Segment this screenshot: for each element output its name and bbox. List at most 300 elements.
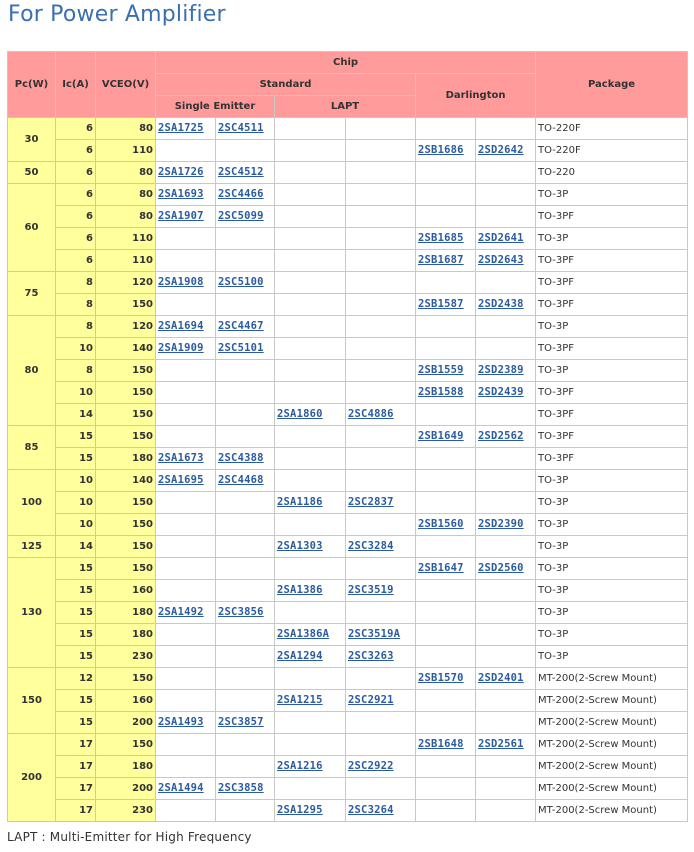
darlington-pnp-link[interactable]: 2SB1647 bbox=[418, 562, 464, 574]
darlington-npn-cell bbox=[476, 426, 536, 448]
lapt-pnp-link[interactable]: 2SA1295 bbox=[277, 804, 323, 816]
darlington-pnp-cell bbox=[416, 272, 476, 294]
package-cell: TO-3P bbox=[536, 316, 688, 338]
darlington-npn-cell bbox=[476, 690, 536, 712]
ic-cell: 14 bbox=[56, 536, 96, 558]
single-emitter-npn-link[interactable]: 2SC4468 bbox=[218, 474, 264, 486]
header-pc: Pc(W) bbox=[8, 52, 56, 118]
darlington-npn-link[interactable]: 2SD2560 bbox=[478, 562, 524, 574]
package-cell: TO-3P bbox=[536, 228, 688, 250]
ic-cell: 15 bbox=[56, 602, 96, 624]
lapt-pnp-cell bbox=[275, 426, 346, 448]
darlington-pnp-cell bbox=[416, 470, 476, 492]
header-lapt: LAPT bbox=[275, 96, 416, 118]
table-row bbox=[8, 580, 688, 602]
package-cell: TO-3P bbox=[536, 558, 688, 580]
lapt-npn-link[interactable]: 2SC3519A bbox=[348, 628, 401, 640]
lapt-npn-cell bbox=[346, 514, 416, 536]
single-emitter-pnp-link[interactable]: 2SA1695 bbox=[158, 474, 204, 486]
single-emitter-pnp-link[interactable]: 2SA1726 bbox=[158, 166, 204, 178]
lapt-npn-cell bbox=[346, 756, 416, 778]
single-emitter-pnp-cell bbox=[156, 360, 216, 382]
single-emitter-pnp-link[interactable]: 2SA1494 bbox=[158, 782, 204, 794]
single-emitter-pnp-cell bbox=[156, 580, 216, 602]
darlington-pnp-cell bbox=[416, 404, 476, 426]
package-cell: TO-220F bbox=[536, 140, 688, 162]
darlington-npn-cell bbox=[476, 558, 536, 580]
single-emitter-npn-link[interactable]: 2SC3856 bbox=[218, 606, 264, 618]
darlington-npn-link[interactable]: 2SD2561 bbox=[478, 738, 524, 750]
lapt-pnp-cell bbox=[275, 514, 346, 536]
single-emitter-npn-cell bbox=[216, 734, 275, 756]
vceo-cell: 140 bbox=[96, 338, 156, 360]
single-emitter-pnp-link[interactable]: 2SA1908 bbox=[158, 276, 204, 288]
lapt-npn-link[interactable]: 2SC3264 bbox=[348, 804, 394, 816]
darlington-npn-link[interactable]: 2SD2643 bbox=[478, 254, 524, 266]
single-emitter-pnp-link[interactable]: 2SA1673 bbox=[158, 452, 204, 464]
table-row bbox=[8, 514, 688, 536]
single-emitter-npn-cell bbox=[216, 382, 275, 404]
ic-cell: 15 bbox=[56, 646, 96, 668]
lapt-pnp-cell bbox=[275, 162, 346, 184]
lapt-pnp-cell bbox=[275, 228, 346, 250]
single-emitter-pnp-link[interactable]: 2SA1907 bbox=[158, 210, 204, 222]
lapt-npn-cell bbox=[346, 624, 416, 646]
darlington-npn-link[interactable]: 2SD2641 bbox=[478, 232, 524, 244]
darlington-pnp-link[interactable]: 2SB1687 bbox=[418, 254, 464, 266]
ic-cell: 17 bbox=[56, 756, 96, 778]
header-darlington: Darlington bbox=[416, 74, 536, 118]
lapt-npn-cell bbox=[346, 558, 416, 580]
pc-cell: 60 bbox=[8, 184, 56, 272]
header-vceo: VCEO(V) bbox=[96, 52, 156, 118]
vceo-cell: 160 bbox=[96, 580, 156, 602]
single-emitter-npn-link[interactable]: 2SC4467 bbox=[218, 320, 264, 332]
darlington-pnp-link[interactable]: 2SB1648 bbox=[418, 738, 464, 750]
package-cell: TO-3P bbox=[536, 492, 688, 514]
single-emitter-pnp-cell bbox=[156, 602, 216, 624]
lapt-npn-link[interactable]: 2SC2921 bbox=[348, 694, 394, 706]
darlington-npn-link[interactable]: 2SD2401 bbox=[478, 672, 524, 684]
lapt-pnp-cell bbox=[275, 184, 346, 206]
single-emitter-npn-link[interactable]: 2SC3858 bbox=[218, 782, 264, 794]
lapt-pnp-cell bbox=[275, 602, 346, 624]
lapt-npn-cell bbox=[346, 184, 416, 206]
vceo-cell: 120 bbox=[96, 272, 156, 294]
darlington-npn-cell bbox=[476, 734, 536, 756]
lapt-pnp-cell bbox=[275, 470, 346, 492]
darlington-pnp-cell bbox=[416, 580, 476, 602]
lapt-npn-cell bbox=[346, 118, 416, 140]
darlington-pnp-cell bbox=[416, 162, 476, 184]
lapt-pnp-cell bbox=[275, 272, 346, 294]
lapt-pnp-cell bbox=[275, 756, 346, 778]
darlington-pnp-cell bbox=[416, 294, 476, 316]
table-row bbox=[8, 470, 688, 492]
single-emitter-pnp-cell bbox=[156, 514, 216, 536]
ic-cell: 8 bbox=[56, 272, 96, 294]
vceo-cell: 150 bbox=[96, 558, 156, 580]
vceo-cell: 80 bbox=[96, 184, 156, 206]
table-row bbox=[8, 690, 688, 712]
table-row bbox=[8, 756, 688, 778]
darlington-npn-cell bbox=[476, 536, 536, 558]
single-emitter-npn-cell bbox=[216, 316, 275, 338]
lapt-pnp-cell bbox=[275, 360, 346, 382]
ic-cell: 6 bbox=[56, 250, 96, 272]
footnote: LAPT : Multi-Emitter for High Frequency bbox=[7, 830, 252, 844]
ic-cell: 15 bbox=[56, 690, 96, 712]
package-cell: MT-200(2-Screw Mount) bbox=[536, 712, 688, 734]
single-emitter-pnp-link[interactable]: 2SA1493 bbox=[158, 716, 204, 728]
ic-cell: 6 bbox=[56, 228, 96, 250]
single-emitter-npn-cell bbox=[216, 294, 275, 316]
vceo-cell: 150 bbox=[96, 382, 156, 404]
pc-cell: 100 bbox=[8, 470, 56, 536]
single-emitter-npn-link[interactable]: 2SC4388 bbox=[218, 452, 264, 464]
lapt-npn-cell bbox=[346, 272, 416, 294]
package-cell: MT-200(2-Screw Mount) bbox=[536, 668, 688, 690]
lapt-npn-cell bbox=[346, 140, 416, 162]
darlington-pnp-link[interactable]: 2SB1649 bbox=[418, 430, 464, 442]
lapt-npn-cell bbox=[346, 338, 416, 360]
darlington-pnp-cell bbox=[416, 756, 476, 778]
ic-cell: 8 bbox=[56, 316, 96, 338]
darlington-npn-link[interactable]: 2SD2390 bbox=[478, 518, 524, 530]
darlington-npn-cell bbox=[476, 514, 536, 536]
lapt-pnp-link[interactable]: 2SA1386 bbox=[277, 584, 323, 596]
darlington-pnp-link[interactable]: 2SB1685 bbox=[418, 232, 464, 244]
package-cell: TO-3PF bbox=[536, 250, 688, 272]
table-row bbox=[8, 800, 688, 822]
single-emitter-pnp-cell bbox=[156, 338, 216, 360]
table-row bbox=[8, 206, 688, 228]
single-emitter-npn-link[interactable]: 2SC3857 bbox=[218, 716, 264, 728]
lapt-npn-cell bbox=[346, 382, 416, 404]
lapt-npn-link[interactable]: 2SC2837 bbox=[348, 496, 394, 508]
ic-cell: 15 bbox=[56, 712, 96, 734]
single-emitter-npn-cell bbox=[216, 624, 275, 646]
package-cell: TO-3PF bbox=[536, 382, 688, 404]
single-emitter-npn-cell bbox=[216, 580, 275, 602]
darlington-npn-link[interactable]: 2SD2439 bbox=[478, 386, 524, 398]
lapt-npn-cell bbox=[346, 492, 416, 514]
darlington-npn-cell bbox=[476, 602, 536, 624]
lapt-pnp-link[interactable]: 2SA1186 bbox=[277, 496, 323, 508]
package-cell: MT-200(2-Screw Mount) bbox=[536, 778, 688, 800]
darlington-npn-cell bbox=[476, 404, 536, 426]
vceo-cell: 120 bbox=[96, 316, 156, 338]
darlington-npn-cell bbox=[476, 316, 536, 338]
darlington-npn-cell bbox=[476, 272, 536, 294]
package-cell: TO-3P bbox=[536, 536, 688, 558]
single-emitter-npn-cell bbox=[216, 140, 275, 162]
single-emitter-pnp-cell bbox=[156, 646, 216, 668]
lapt-pnp-cell bbox=[275, 734, 346, 756]
lapt-npn-cell bbox=[346, 778, 416, 800]
table-row bbox=[8, 360, 688, 382]
darlington-pnp-cell bbox=[416, 646, 476, 668]
table-row bbox=[8, 382, 688, 404]
single-emitter-pnp-cell bbox=[156, 184, 216, 206]
lapt-pnp-cell bbox=[275, 580, 346, 602]
lapt-pnp-cell bbox=[275, 712, 346, 734]
single-emitter-npn-cell bbox=[216, 206, 275, 228]
lapt-npn-cell bbox=[346, 646, 416, 668]
vceo-cell: 150 bbox=[96, 360, 156, 382]
darlington-npn-cell bbox=[476, 646, 536, 668]
vceo-cell: 230 bbox=[96, 800, 156, 822]
darlington-npn-cell bbox=[476, 250, 536, 272]
darlington-npn-cell bbox=[476, 800, 536, 822]
vceo-cell: 150 bbox=[96, 404, 156, 426]
darlington-pnp-cell bbox=[416, 140, 476, 162]
lapt-npn-cell bbox=[346, 536, 416, 558]
ic-cell: 15 bbox=[56, 426, 96, 448]
single-emitter-pnp-link[interactable]: 2SA1694 bbox=[158, 320, 204, 332]
single-emitter-pnp-cell bbox=[156, 404, 216, 426]
package-cell: TO-3PF bbox=[536, 404, 688, 426]
single-emitter-npn-cell bbox=[216, 668, 275, 690]
single-emitter-pnp-link[interactable]: 2SA1693 bbox=[158, 188, 204, 200]
single-emitter-npn-cell bbox=[216, 272, 275, 294]
darlington-pnp-cell bbox=[416, 690, 476, 712]
lapt-npn-cell bbox=[346, 206, 416, 228]
lapt-pnp-cell bbox=[275, 140, 346, 162]
single-emitter-pnp-cell bbox=[156, 118, 216, 140]
darlington-npn-cell bbox=[476, 360, 536, 382]
lapt-npn-cell bbox=[346, 668, 416, 690]
package-cell: TO-220F bbox=[536, 118, 688, 140]
lapt-npn-cell bbox=[346, 294, 416, 316]
darlington-pnp-cell bbox=[416, 118, 476, 140]
darlington-pnp-link[interactable]: 2SB1588 bbox=[418, 386, 464, 398]
table-row bbox=[8, 426, 688, 448]
lapt-pnp-cell bbox=[275, 800, 346, 822]
single-emitter-pnp-link[interactable]: 2SA1725 bbox=[158, 122, 204, 134]
pc-cell: 150 bbox=[8, 668, 56, 734]
power-amplifier-table bbox=[7, 51, 688, 822]
lapt-pnp-cell bbox=[275, 338, 346, 360]
package-cell: MT-200(2-Screw Mount) bbox=[536, 690, 688, 712]
lapt-pnp-link[interactable]: 2SA1294 bbox=[277, 650, 323, 662]
darlington-pnp-cell bbox=[416, 536, 476, 558]
single-emitter-npn-cell bbox=[216, 690, 275, 712]
vceo-cell: 80 bbox=[96, 162, 156, 184]
single-emitter-npn-link[interactable]: 2SC4466 bbox=[218, 188, 264, 200]
darlington-pnp-link[interactable]: 2SB1560 bbox=[418, 518, 464, 530]
darlington-npn-link[interactable]: 2SD2642 bbox=[478, 144, 524, 156]
single-emitter-npn-cell bbox=[216, 602, 275, 624]
lapt-npn-link[interactable]: 2SC3263 bbox=[348, 650, 394, 662]
package-cell: MT-200(2-Screw Mount) bbox=[536, 734, 688, 756]
vceo-cell: 180 bbox=[96, 448, 156, 470]
lapt-npn-cell bbox=[346, 734, 416, 756]
single-emitter-npn-cell bbox=[216, 514, 275, 536]
table-body bbox=[8, 118, 688, 822]
single-emitter-pnp-cell bbox=[156, 492, 216, 514]
package-cell: TO-3PF bbox=[536, 272, 688, 294]
lapt-pnp-link[interactable]: 2SA1303 bbox=[277, 540, 323, 552]
darlington-pnp-link[interactable]: 2SB1559 bbox=[418, 364, 464, 376]
single-emitter-pnp-cell bbox=[156, 426, 216, 448]
pc-cell: 30 bbox=[8, 118, 56, 162]
single-emitter-npn-cell bbox=[216, 492, 275, 514]
darlington-npn-cell bbox=[476, 382, 536, 404]
lapt-pnp-cell bbox=[275, 250, 346, 272]
vceo-cell: 230 bbox=[96, 646, 156, 668]
table-row bbox=[8, 272, 688, 294]
single-emitter-npn-cell bbox=[216, 470, 275, 492]
vceo-cell: 150 bbox=[96, 492, 156, 514]
table-row bbox=[8, 228, 688, 250]
darlington-npn-cell bbox=[476, 756, 536, 778]
single-emitter-pnp-cell bbox=[156, 778, 216, 800]
single-emitter-npn-cell bbox=[216, 404, 275, 426]
table-row bbox=[8, 778, 688, 800]
ic-cell: 17 bbox=[56, 734, 96, 756]
ic-cell: 17 bbox=[56, 778, 96, 800]
single-emitter-pnp-cell bbox=[156, 250, 216, 272]
lapt-npn-cell bbox=[346, 404, 416, 426]
darlington-pnp-link[interactable]: 2SB1686 bbox=[418, 144, 464, 156]
lapt-npn-link[interactable]: 2SC4886 bbox=[348, 408, 394, 420]
lapt-pnp-cell bbox=[275, 316, 346, 338]
vceo-cell: 180 bbox=[96, 602, 156, 624]
package-cell: MT-200(2-Screw Mount) bbox=[536, 756, 688, 778]
lapt-npn-cell bbox=[346, 712, 416, 734]
ic-cell: 12 bbox=[56, 668, 96, 690]
lapt-npn-cell bbox=[346, 470, 416, 492]
single-emitter-pnp-cell bbox=[156, 140, 216, 162]
darlington-npn-link[interactable]: 2SD2562 bbox=[478, 430, 524, 442]
vceo-cell: 80 bbox=[96, 118, 156, 140]
darlington-npn-cell bbox=[476, 184, 536, 206]
darlington-pnp-cell bbox=[416, 426, 476, 448]
lapt-npn-cell bbox=[346, 602, 416, 624]
lapt-npn-link[interactable]: 2SC3284 bbox=[348, 540, 394, 552]
darlington-npn-cell bbox=[476, 294, 536, 316]
pc-cell: 125 bbox=[8, 536, 56, 558]
vceo-cell: 150 bbox=[96, 734, 156, 756]
lapt-pnp-link[interactable]: 2SA1386A bbox=[277, 628, 330, 640]
single-emitter-npn-cell bbox=[216, 184, 275, 206]
darlington-pnp-cell bbox=[416, 316, 476, 338]
single-emitter-pnp-cell bbox=[156, 206, 216, 228]
table-row bbox=[8, 184, 688, 206]
package-cell: TO-3PF bbox=[536, 294, 688, 316]
darlington-npn-cell bbox=[476, 712, 536, 734]
single-emitter-pnp-cell bbox=[156, 382, 216, 404]
package-cell: TO-3P bbox=[536, 184, 688, 206]
darlington-pnp-cell bbox=[416, 712, 476, 734]
vceo-cell: 110 bbox=[96, 140, 156, 162]
lapt-pnp-cell bbox=[275, 646, 346, 668]
single-emitter-pnp-cell bbox=[156, 668, 216, 690]
ic-cell: 6 bbox=[56, 206, 96, 228]
single-emitter-npn-link[interactable]: 2SC5100 bbox=[218, 276, 264, 288]
lapt-pnp-cell bbox=[275, 448, 346, 470]
lapt-npn-cell bbox=[346, 580, 416, 602]
ic-cell: 10 bbox=[56, 492, 96, 514]
vceo-cell: 200 bbox=[96, 712, 156, 734]
header-package: Package bbox=[536, 52, 688, 118]
single-emitter-pnp-link[interactable]: 2SA1909 bbox=[158, 342, 204, 354]
lapt-pnp-cell bbox=[275, 492, 346, 514]
lapt-npn-link[interactable]: 2SC3519 bbox=[348, 584, 394, 596]
package-cell: TO-3P bbox=[536, 360, 688, 382]
lapt-pnp-cell bbox=[275, 668, 346, 690]
darlington-npn-cell bbox=[476, 624, 536, 646]
darlington-pnp-link[interactable]: 2SB1587 bbox=[418, 298, 464, 310]
single-emitter-npn-cell bbox=[216, 558, 275, 580]
vceo-cell: 180 bbox=[96, 624, 156, 646]
single-emitter-pnp-cell bbox=[156, 448, 216, 470]
single-emitter-pnp-cell bbox=[156, 800, 216, 822]
single-emitter-pnp-cell bbox=[156, 316, 216, 338]
ic-cell: 15 bbox=[56, 580, 96, 602]
package-cell: TO-3PF bbox=[536, 448, 688, 470]
darlington-npn-cell bbox=[476, 668, 536, 690]
single-emitter-pnp-cell bbox=[156, 712, 216, 734]
lapt-npn-link[interactable]: 2SC2922 bbox=[348, 760, 394, 772]
darlington-pnp-cell bbox=[416, 624, 476, 646]
single-emitter-pnp-cell bbox=[156, 756, 216, 778]
single-emitter-npn-link[interactable]: 2SC5101 bbox=[218, 342, 264, 354]
lapt-pnp-link[interactable]: 2SA1860 bbox=[277, 408, 323, 420]
darlington-npn-link[interactable]: 2SD2438 bbox=[478, 298, 524, 310]
single-emitter-npn-link[interactable]: 2SC5099 bbox=[218, 210, 264, 222]
darlington-pnp-link[interactable]: 2SB1570 bbox=[418, 672, 464, 684]
darlington-npn-cell bbox=[476, 778, 536, 800]
lapt-pnp-link[interactable]: 2SA1215 bbox=[277, 694, 323, 706]
ic-cell: 10 bbox=[56, 470, 96, 492]
ic-cell: 6 bbox=[56, 162, 96, 184]
lapt-npn-cell bbox=[346, 228, 416, 250]
darlington-pnp-cell bbox=[416, 360, 476, 382]
darlington-npn-cell bbox=[476, 448, 536, 470]
single-emitter-pnp-cell bbox=[156, 690, 216, 712]
darlington-pnp-cell bbox=[416, 250, 476, 272]
lapt-pnp-link[interactable]: 2SA1216 bbox=[277, 760, 323, 772]
ic-cell: 15 bbox=[56, 448, 96, 470]
vceo-cell: 150 bbox=[96, 426, 156, 448]
package-cell: TO-3P bbox=[536, 470, 688, 492]
vceo-cell: 110 bbox=[96, 228, 156, 250]
single-emitter-npn-cell bbox=[216, 448, 275, 470]
pc-cell: 50 bbox=[8, 162, 56, 184]
vceo-cell: 140 bbox=[96, 470, 156, 492]
single-emitter-pnp-cell bbox=[156, 536, 216, 558]
single-emitter-npn-link[interactable]: 2SC4512 bbox=[218, 166, 264, 178]
single-emitter-pnp-cell bbox=[156, 294, 216, 316]
darlington-npn-link[interactable]: 2SD2389 bbox=[478, 364, 524, 376]
lapt-pnp-cell bbox=[275, 558, 346, 580]
darlington-npn-cell bbox=[476, 140, 536, 162]
table-row bbox=[8, 734, 688, 756]
darlington-pnp-cell bbox=[416, 558, 476, 580]
table-row bbox=[8, 558, 688, 580]
single-emitter-npn-link[interactable]: 2SC4511 bbox=[218, 122, 264, 134]
package-cell: TO-3P bbox=[536, 514, 688, 536]
lapt-npn-cell bbox=[346, 316, 416, 338]
package-cell: MT-200(2-Screw Mount) bbox=[536, 800, 688, 822]
lapt-pnp-cell bbox=[275, 778, 346, 800]
ic-cell: 14 bbox=[56, 404, 96, 426]
darlington-pnp-cell bbox=[416, 734, 476, 756]
single-emitter-pnp-link[interactable]: 2SA1492 bbox=[158, 606, 204, 618]
ic-cell: 10 bbox=[56, 338, 96, 360]
